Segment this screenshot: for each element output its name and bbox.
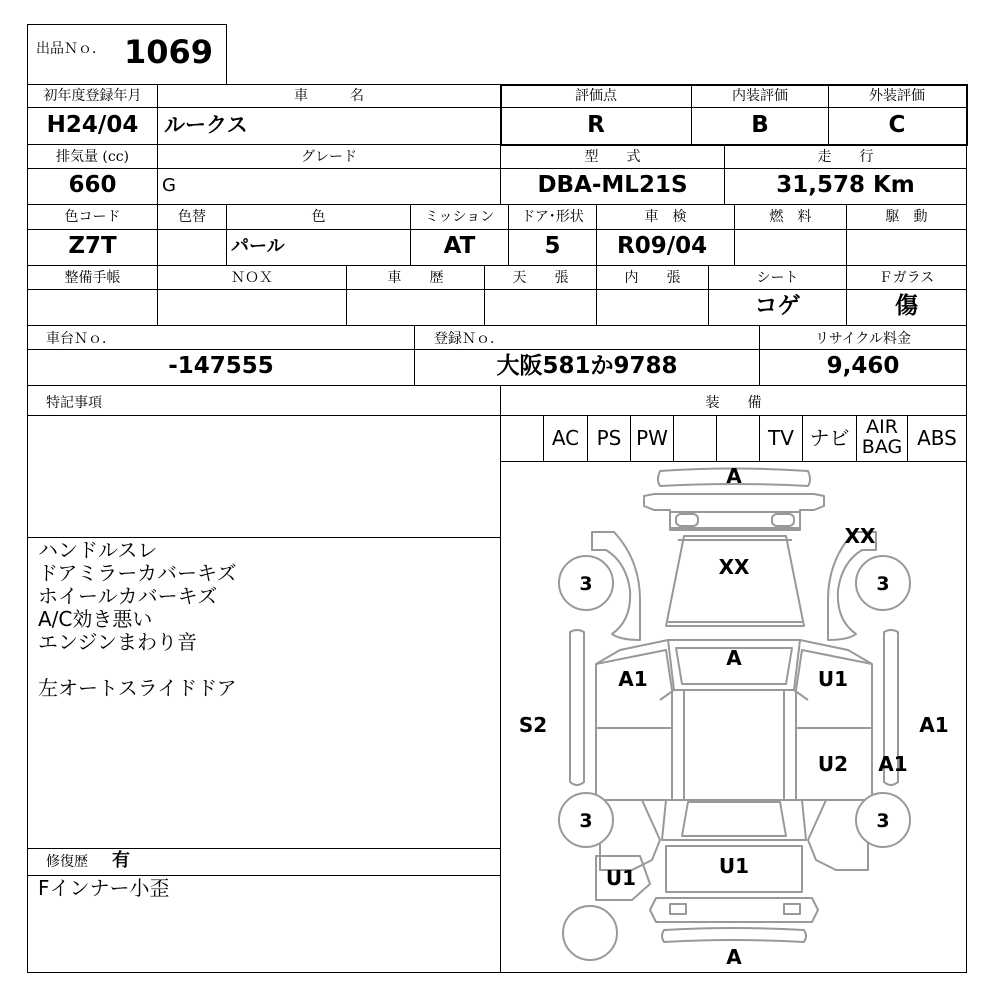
door-value: 5 (544, 233, 561, 259)
notes-list (38, 539, 237, 700)
interior-score-value: B (751, 112, 769, 138)
inspection-value: R09/04 (617, 233, 708, 259)
chassis-label: 車台Ｎｏ． (46, 331, 116, 347)
note-line: ハンドルスレ (38, 538, 158, 562)
note-line: ホイールカバーキズ (38, 584, 218, 608)
equip-tv: TV (768, 426, 794, 450)
repair-note: Fインナー小歪 (38, 876, 170, 900)
left-rear-door-shape (596, 728, 672, 800)
mark-right-side: A1 (919, 713, 949, 737)
mark-front-left-tire: 3 (579, 573, 593, 595)
color-value: パール (231, 236, 285, 257)
equip-airbag-line: AIR (866, 416, 898, 438)
hood-shape (666, 536, 804, 626)
mission-label: ミッション (424, 209, 495, 225)
mark-right-rear-door: U2 (817, 752, 849, 776)
rear-window-shape (682, 802, 786, 836)
mark-left-front-door: A1 (618, 667, 648, 691)
maintenance-label: 整備手帳 (64, 270, 121, 286)
mark-left-side: S2 (518, 713, 548, 737)
mark-hood: XX (718, 555, 750, 579)
roof-shape (684, 690, 784, 800)
mark-rear-bumper: A (726, 945, 742, 969)
exterior-score-label: 外装評価 (869, 88, 925, 104)
nox-label: ＮＯＸ (231, 270, 273, 286)
recycle-label: リサイクル料金 (814, 331, 912, 347)
interior-score-label: 内装評価 (732, 88, 788, 104)
equip-airbag (857, 417, 907, 457)
mark-right-rocker: A1 (878, 752, 908, 776)
equip-ac: AC (551, 426, 580, 450)
exterior-score-value: C (888, 112, 906, 138)
equip-ps: PS (596, 426, 622, 450)
car-name-label: 車 名 (294, 88, 364, 104)
mark-right-front-door: U1 (817, 667, 849, 691)
model-label: 型 式 (584, 149, 641, 165)
lot-number: 1069 (124, 33, 214, 71)
car-name-value: ルークス (164, 113, 248, 137)
equip-pw: PW (636, 426, 668, 450)
mileage-label: 走 行 (817, 149, 874, 165)
history-label: 車 歴 (387, 270, 444, 286)
mileage-value: 31,578 Km (776, 172, 915, 198)
recycle-value: 9,460 (826, 353, 900, 379)
displacement-label: 排気量 (cc) (55, 149, 130, 165)
mission-value: AT (443, 233, 476, 259)
equipment-label: 装 備 (705, 395, 762, 411)
color-label: 色 (311, 209, 326, 225)
car-diagram (500, 461, 966, 972)
reg-value: 大阪581か9788 (496, 353, 678, 379)
door-label: ドア･形状 (521, 209, 584, 225)
color-code-value: Z7T (68, 233, 117, 259)
mark-front-right-tire: 3 (876, 573, 890, 595)
fuel-label: 燃 料 (769, 209, 812, 225)
seat-label: シート (756, 270, 799, 286)
model-value: DBA-ML21S (537, 172, 688, 198)
rear-panel-shape (650, 898, 818, 922)
mark-front-bumper: A (726, 464, 742, 488)
seat-value: コゲ (754, 293, 801, 319)
notes-label: 特記事項 (46, 395, 102, 411)
color-code-label: 色コード (64, 209, 121, 225)
mark-rear-left-tire: 3 (579, 810, 593, 832)
spare-tire-shape (563, 906, 617, 960)
score-value: R (587, 112, 605, 138)
displacement-value: 660 (68, 172, 117, 198)
chassis-value: -147555 (168, 353, 274, 379)
mark-tailgate: U1 (718, 854, 750, 878)
repair-value: 有 (112, 850, 130, 871)
equip-abs: ABS (917, 426, 957, 450)
note-line: ドアミラーカバーキズ (38, 561, 237, 585)
fglass-label: Ｆガラス (878, 270, 935, 286)
rear-bumper-shape (662, 928, 806, 942)
note-line (38, 654, 237, 677)
note-line: 左オートスライドドア (38, 676, 237, 700)
lot-label: 出品Ｎｏ． (36, 41, 106, 57)
equip-airbag-line: BAG (861, 436, 903, 458)
grade-value: G (162, 175, 176, 196)
note-line: エンジンまわり音 (38, 630, 197, 654)
inspection-label: 車 検 (644, 209, 687, 225)
recolor-label: 色替 (178, 209, 206, 225)
left-side-strip-shape (570, 630, 584, 785)
first-reg-value: H24/04 (46, 112, 139, 138)
reg-label: 登録Ｎｏ． (434, 331, 504, 347)
mark-windshield: A (726, 646, 742, 670)
score-label: 評価点 (575, 88, 617, 104)
mark-rear-left: U1 (605, 866, 637, 890)
drive-label: 駆 動 (885, 209, 928, 225)
note-line: A/C効き悪い (38, 607, 153, 631)
mark-front-right-fender: XX (844, 524, 876, 548)
repair-label: 修復歴 (46, 854, 88, 870)
grade-label: グレード (301, 149, 357, 165)
equip-navi: ナビ (809, 426, 850, 450)
first-reg-label: 初年度登録年月 (43, 88, 142, 104)
roof-label: 天 張 (512, 270, 569, 286)
mark-rear-right-tire: 3 (876, 810, 890, 832)
fglass-value: 傷 (895, 293, 918, 319)
interior-trim-label: 内 張 (624, 270, 681, 286)
